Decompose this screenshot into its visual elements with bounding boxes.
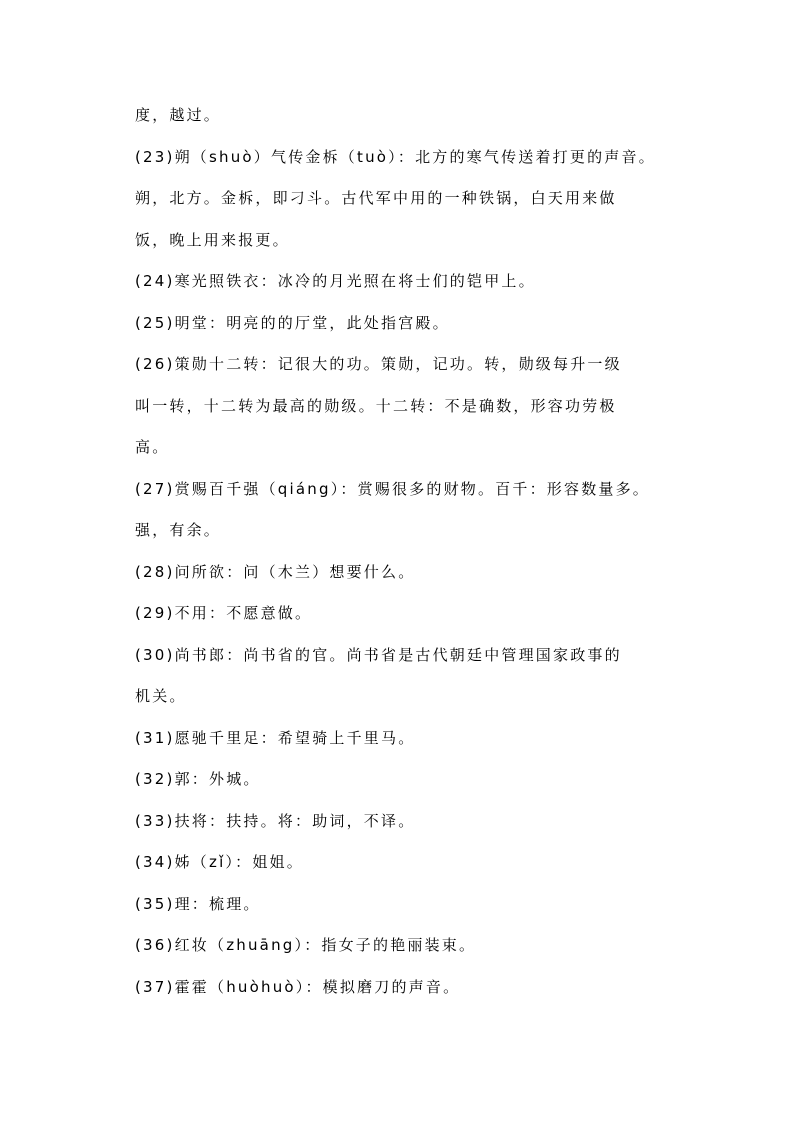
text-line: (31)愿驰千里足：希望骑上千里马。 [135,729,416,747]
text-line: (32)郭：外城。 [135,770,261,788]
text-line: (30)尚书郎：尚书省的官。尚书省是古代朝廷中管理国家政事的 [135,646,622,664]
text-line: (26)策勋十二转：记很大的功。策勋，记功。转，勋级每升一级 [135,355,622,373]
text-line: 度，越过。 [135,106,222,124]
text-line: (35)理：梳理。 [135,895,261,913]
text-line: (23)朔（shuò）气传金柝（tuò）：北方的寒气传送着打更的声音。 [135,148,656,166]
text-line: 强，有余。 [135,521,222,539]
text-line: 朔，北方。金柝，即刁斗。古代军中用的一种铁锅，白天用来做 [135,189,617,207]
text-line: (24)寒光照铁衣：冰冷的月光照在将士们的铠甲上。 [135,272,536,290]
text-line: (37)霍霍（huòhuò）：模拟磨刀的声音。 [135,978,461,996]
text-line: (33)扶将：扶持。将：助词，不译。 [135,812,416,830]
text-line: (36)红妆（zhuāng）：指女子的艳丽装束。 [135,936,477,954]
text-line: 高。 [135,438,170,456]
text-line: 机关。 [135,687,187,705]
text-line: (27)赏赐百千强（qiáng）：赏赐很多的财物。百千：形容数量多。 [135,480,651,498]
text-line: (29)不用：不愿意做。 [135,604,313,622]
text-line: (28)问所欲：问（木兰）想要什么。 [135,563,416,581]
text-line: 叫一转，十二转为最高的勋级。十二转：不是确数，形容功劳极 [135,397,617,415]
text-line: 饭，晚上用来报更。 [135,231,290,249]
text-line: (25)明堂：明亮的的厅堂，此处指宫殿。 [135,314,450,332]
text-line: (34)姊（zǐ）：姐姐。 [135,853,304,871]
